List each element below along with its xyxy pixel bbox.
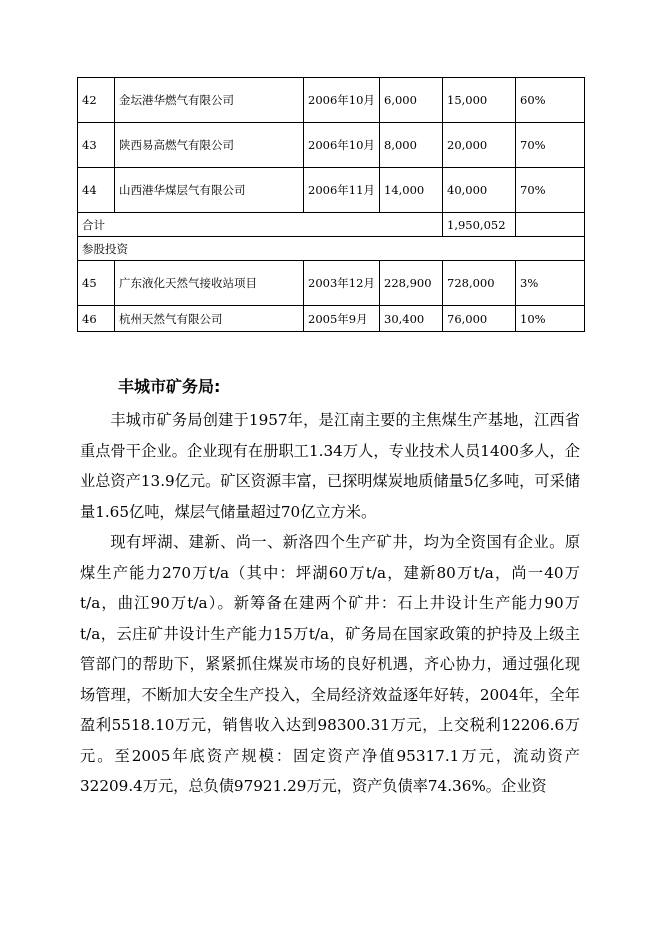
total-empty (516, 213, 585, 237)
investment-table (77, 77, 585, 332)
row-number: 44 (78, 168, 115, 213)
amount-b: 40,000 (443, 168, 516, 213)
invest-date: 2006年11月 (304, 168, 380, 213)
amount-a: 8,000 (380, 123, 443, 168)
paragraph: 丰城市矿务局创建于1957年，是江南主要的主焦煤生产基地，江西省重点骨干企业。企业现有在册职工1.34万人，专业技术人员1400多人，企业总资产13.9亿元。矿区资源丰富，已探明煤炭地质储量5亿多吨，可采储量1.65亿吨，煤层气储量超过70亿立方米。 (80, 411, 580, 521)
total-value: 1,950,052 (443, 213, 516, 237)
row-number: 45 (78, 261, 115, 306)
share-percent: 3% (516, 261, 585, 306)
amount-b: 20,000 (443, 123, 516, 168)
company-name: 杭州天然气有限公司 (115, 306, 304, 332)
invest-date: 2005年9月 (304, 306, 380, 332)
total-row (78, 213, 585, 237)
row-number: 42 (78, 78, 115, 123)
table-row (78, 261, 585, 306)
table-row (78, 168, 585, 213)
table-row (78, 306, 585, 332)
amount-b: 728,000 (443, 261, 516, 306)
amount-b: 76,000 (443, 306, 516, 332)
share-percent: 70% (516, 168, 585, 213)
company-name: 广东液化天然气接收站项目 (115, 261, 304, 306)
section-title: 丰城市矿务局: (118, 377, 221, 396)
share-percent: 60% (516, 78, 585, 123)
amount-a: 6,000 (380, 78, 443, 123)
company-name: 山西港华煤层气有限公司 (115, 168, 304, 213)
paragraph: 现有坪湖、建新、尚一、新洛四个生产矿井，均为全资国有企业。原煤生产能力270万t/a（其中：坪湖60万t/a，建新80万t/a，尚一40万t/a，曲江90万t/a）。新筹备在建两个矿井：石上井设计生产能力90万t/a，云庄矿井设计生产能力15万t/a，矿务局在国家政策的护持及上级主管部门的帮助下，紧紧抓住煤炭市场的良好机遇，齐心协力，通过强化现场管理，不断加大安全生产投入，全局经济效益逐年好转，2004年，全年盈利5518.10万元，销售收入达到98300.31万元，上交税利12206.6万元。至2005年底资产规模：固定资产净值95317.1万元，流动资产32209.4万元，总负债97921.29万元，资产负债率74.36%。企业资 (80, 533, 580, 795)
total-label: 合计 (78, 213, 443, 237)
amount-b: 15,000 (443, 78, 516, 123)
invest-date: 2003年12月 (304, 261, 380, 306)
amount-a: 228,900 (380, 261, 443, 306)
share-percent: 70% (516, 123, 585, 168)
share-percent: 10% (516, 306, 585, 332)
invest-date: 2006年10月 (304, 123, 380, 168)
section-label: 参股投资 (78, 237, 585, 261)
body-text (80, 405, 580, 802)
table-row (78, 78, 585, 123)
company-name: 金坛港华燃气有限公司 (115, 78, 304, 123)
row-number: 46 (78, 306, 115, 332)
table-row (78, 123, 585, 168)
amount-a: 30,400 (380, 306, 443, 332)
amount-a: 14,000 (380, 168, 443, 213)
invest-date: 2006年10月 (304, 78, 380, 123)
row-number: 43 (78, 123, 115, 168)
company-name: 陕西易高燃气有限公司 (115, 123, 304, 168)
section-row (78, 237, 585, 261)
